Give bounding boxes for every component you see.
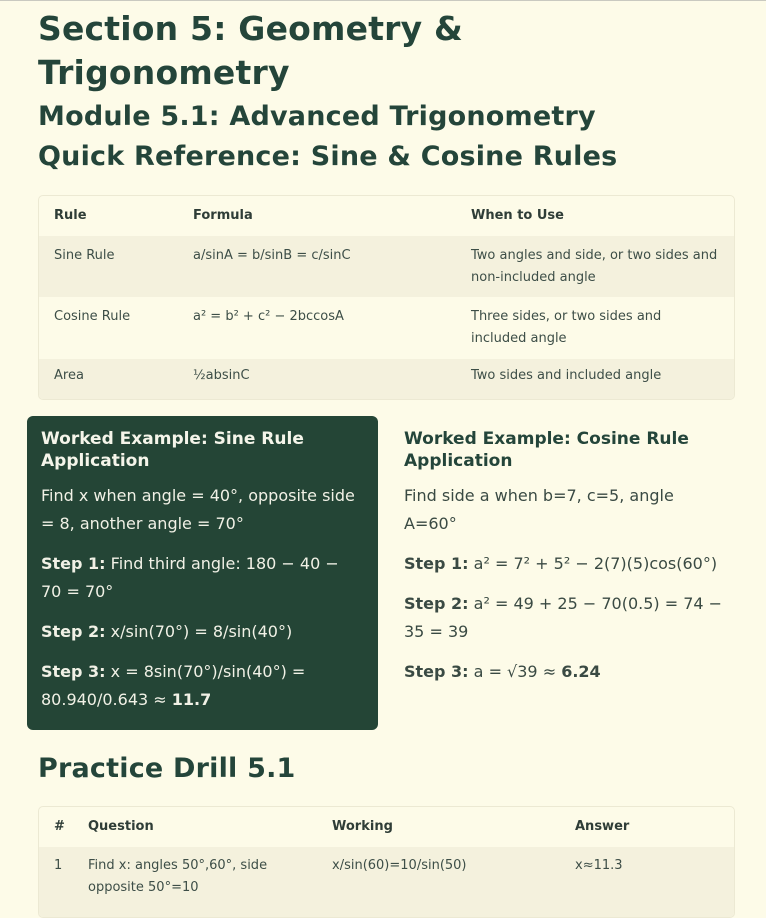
- step-label: Step 2:: [404, 594, 469, 613]
- example-intro: Find side a when b=7, c=5, angle A=60°: [404, 486, 674, 533]
- step-text: a = √39 ≈: [473, 662, 557, 681]
- step-text: x/sin(70°) = 8/sin(40°): [110, 622, 293, 641]
- example-step: [41, 618, 364, 646]
- column-header-when-to-use: When to Use: [471, 208, 564, 223]
- drill-working: x/sin(60)=10/sin(50): [332, 858, 467, 873]
- step-text: a² = 49 + 25 − 70(0.5) = 74 − 35 = 39: [404, 594, 723, 641]
- table-row: [39, 359, 734, 399]
- table-header-row: [39, 196, 734, 236]
- section-title: Section 5: Geometry & Trigonometry: [38, 9, 464, 92]
- rule-name: Cosine Rule: [54, 309, 131, 324]
- rule-usage: Three sides, or two sides and included angle: [471, 309, 662, 346]
- column-header-number: #: [54, 819, 65, 834]
- example-step: [41, 658, 364, 714]
- step-label: Step 1:: [41, 554, 106, 573]
- step-result: 6.24: [561, 662, 601, 681]
- example-title: Worked Example: Cosine Rule Application: [404, 429, 689, 471]
- sine-rule-example-card: [27, 416, 378, 730]
- step-label: Step 3:: [404, 662, 469, 681]
- column-header-formula: Formula: [193, 208, 253, 223]
- step-label: Step 2:: [41, 622, 106, 641]
- rule-name: Sine Rule: [54, 248, 115, 263]
- drill-number: 1: [54, 858, 63, 873]
- example-step: [41, 550, 364, 606]
- example-step: [404, 658, 726, 686]
- drill-answer: x≈11.3: [575, 858, 623, 873]
- rule-formula: ½absinC: [193, 368, 250, 383]
- column-header-working: Working: [332, 819, 393, 834]
- drill-question: Find x: angles 50°,60°, side opposite 50°=10: [88, 858, 268, 895]
- example-step: [404, 550, 726, 578]
- step-label: Step 3:: [41, 662, 106, 681]
- example-intro: Find x when angle = 40°, opposite side = 8, another angle = 70°: [41, 486, 355, 533]
- step-text: Find third angle: 180 − 40 − 70 = 70°: [41, 554, 339, 601]
- practice-drill-table: [38, 806, 735, 918]
- table-row: [39, 297, 734, 359]
- module-title: Module 5.1: Advanced Trigonometry: [38, 101, 596, 132]
- step-text: x = 8sin(70°)/sin(40°) = 80.940/0.643 ≈: [41, 662, 306, 709]
- drill-title: Practice Drill 5.1: [38, 753, 296, 784]
- rule-name: Area: [54, 368, 84, 383]
- reference-table: [38, 195, 735, 400]
- step-label: Step 1:: [404, 554, 469, 573]
- rule-formula: a/sinA = b/sinB = c/sinC: [193, 248, 351, 263]
- table-header-row: [39, 807, 734, 847]
- table-row: [39, 236, 734, 297]
- column-header-answer: Answer: [575, 819, 630, 834]
- step-text: a² = 7² + 5² − 2(7)(5)cos(60°): [473, 554, 718, 573]
- rule-usage: Two sides and included angle: [471, 368, 662, 383]
- column-header-question: Question: [88, 819, 154, 834]
- rule-formula: a² = b² + c² − 2bccosA: [193, 309, 344, 324]
- column-header-rule: Rule: [54, 208, 87, 223]
- step-result: 11.7: [171, 690, 212, 709]
- example-step: [404, 590, 726, 646]
- reference-title: Quick Reference: Sine & Cosine Rules: [38, 141, 618, 172]
- rule-usage: Two angles and side, or two sides and non-included angle: [471, 248, 718, 285]
- cosine-rule-example-card: [390, 416, 740, 681]
- example-title: Worked Example: Sine Rule Application: [41, 429, 304, 471]
